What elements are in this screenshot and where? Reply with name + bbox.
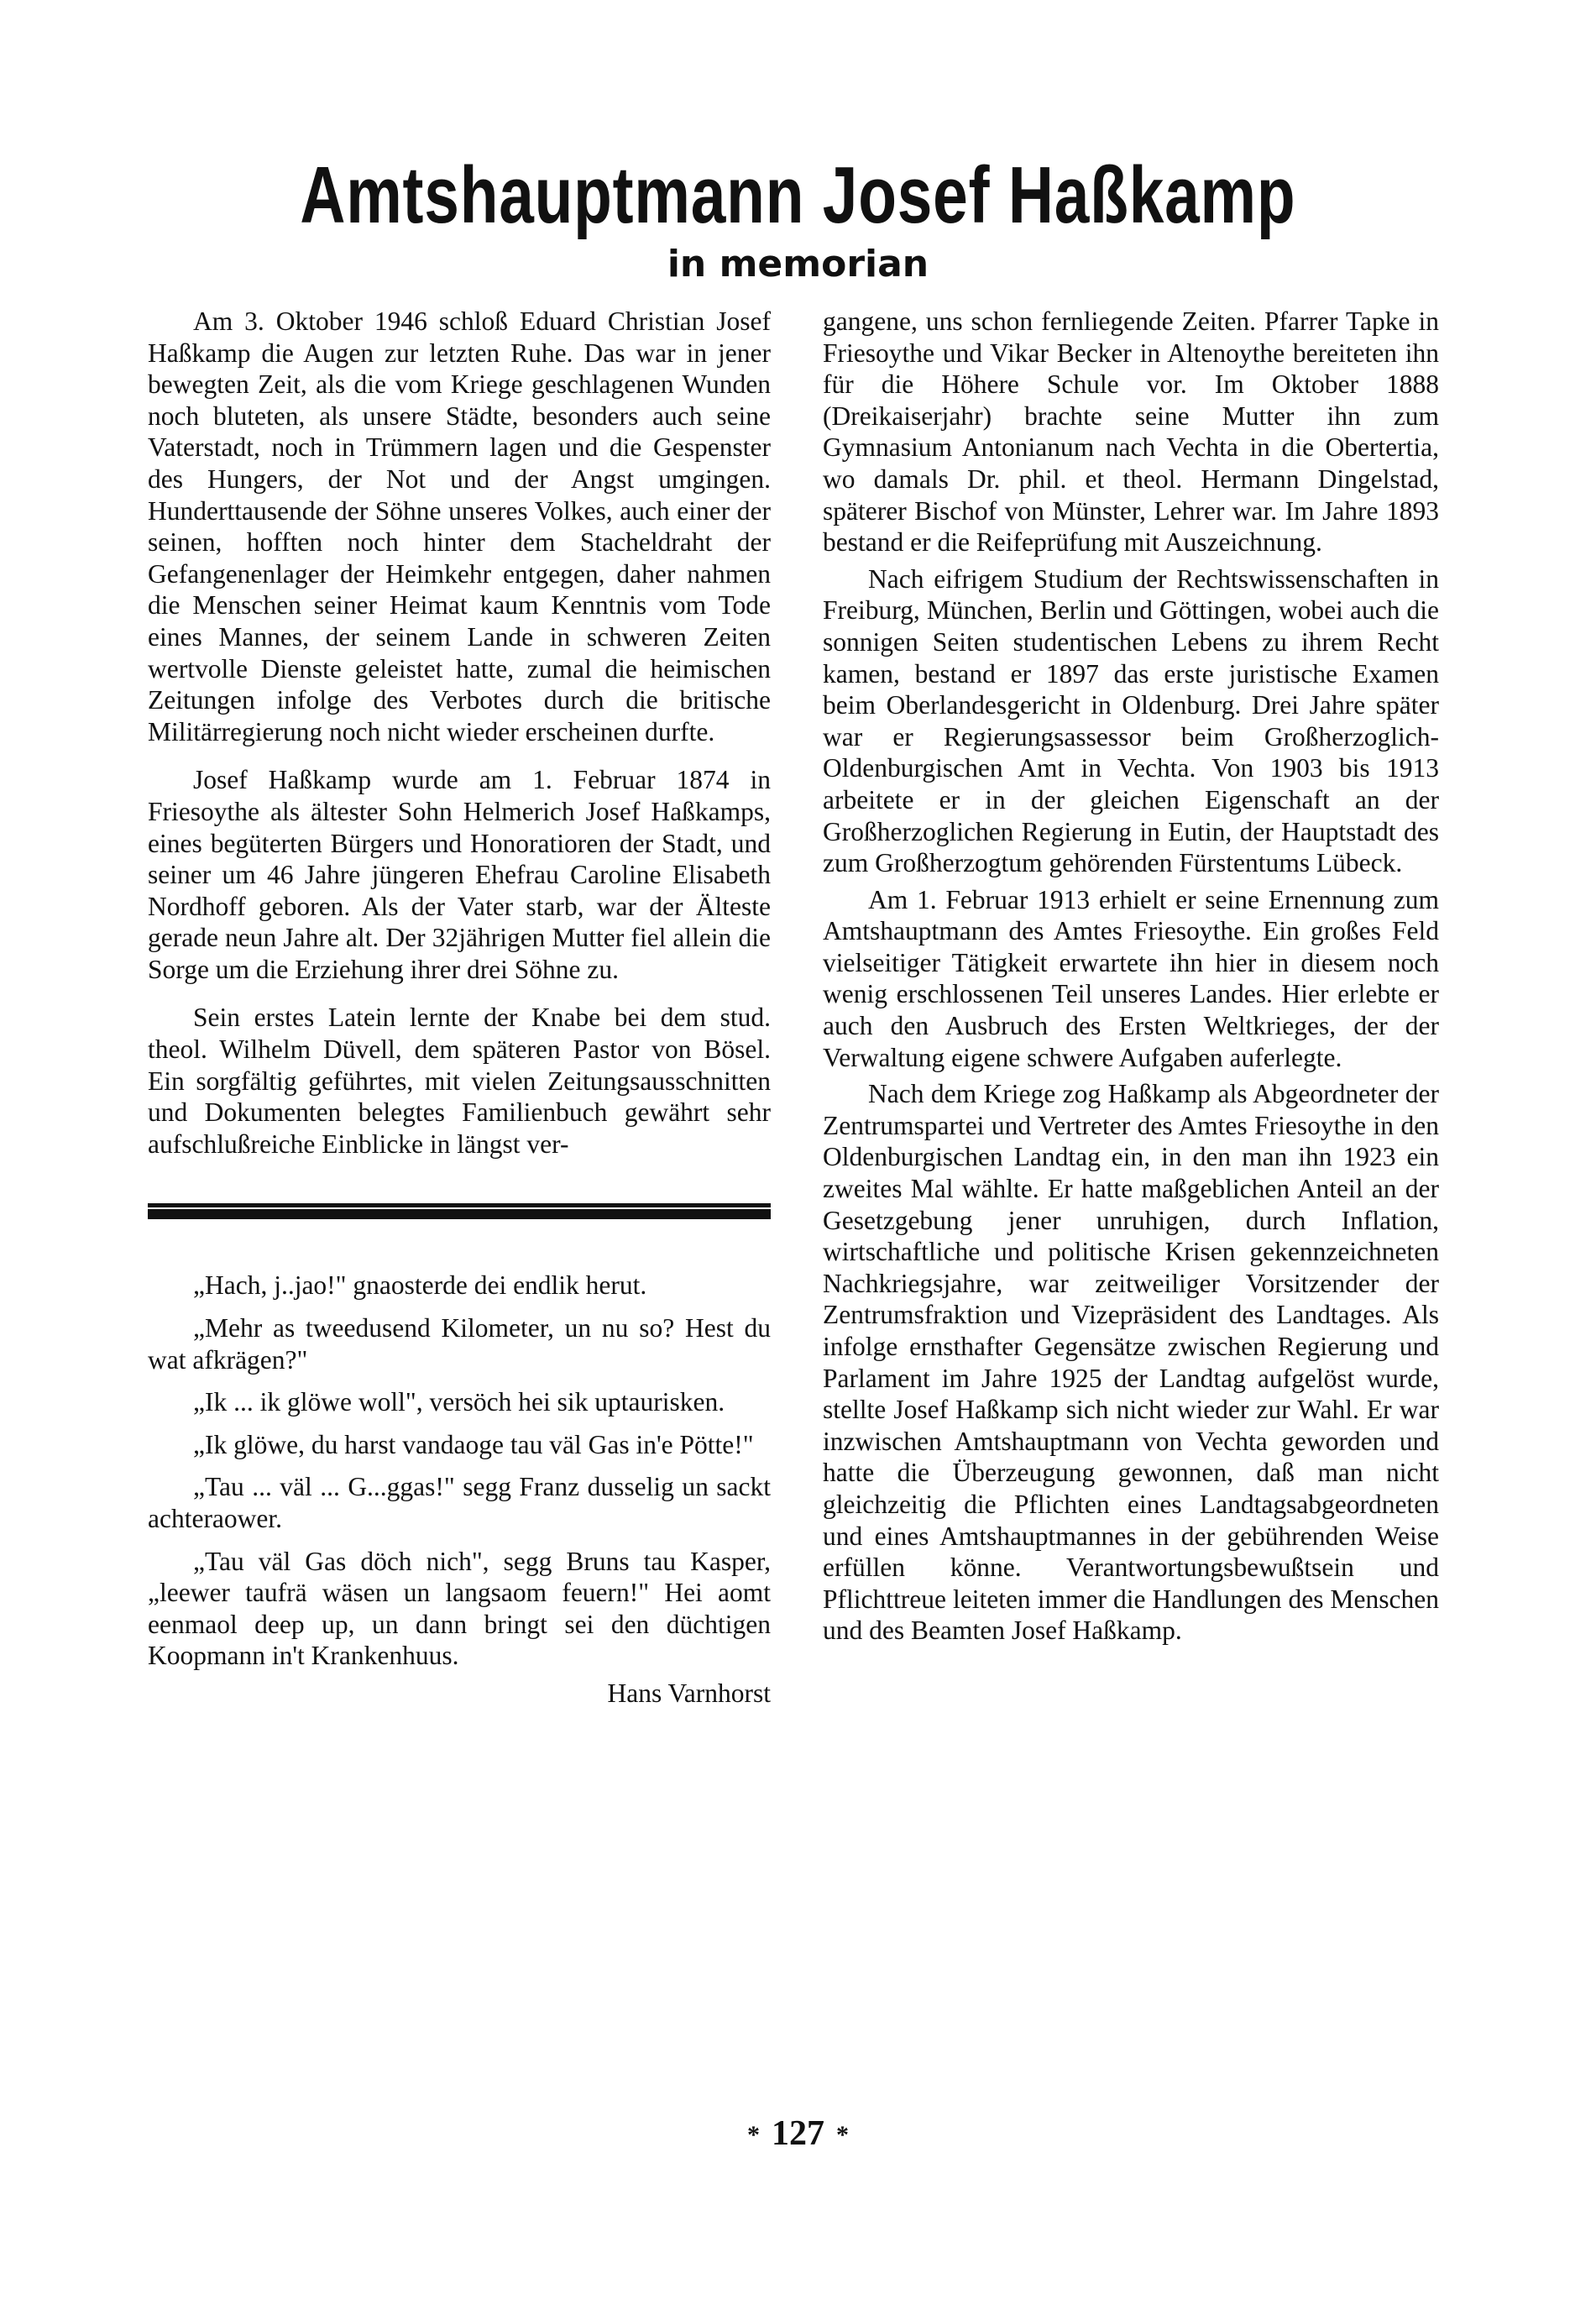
section-divider	[148, 1203, 771, 1219]
page-footer	[0, 2113, 1596, 2156]
star-ornament-icon: *	[836, 2121, 849, 2149]
dialect-story	[148, 1270, 771, 1709]
left-column	[148, 306, 771, 1710]
article-paragraph: Nach eifrigem Studium der Rechtswissenschaften in Freiburg, München, Berlin und Göttingen, wobei auch die sonnigen Seiten studentischen Lebens zu ihrem Recht kamen, bestand er 1897 das erste juristische Examen beim Oberlandesgericht in Oldenburg. Drei Jahre später war er Regierungsassessor beim Großherzoglich-Oldenburgischen Amt in Vechta. Von 1903 bis 1913 arbeitete er in der gleichen Eigenschaft an der Großherzoglichen Regierung in Eutin, der Hauptstadt des zum Großherzogtum gehörenden Fürstentums Lübeck.	[823, 563, 1439, 878]
story-paragraph: „Hach, j..jao!" gnaosterde dei endlik herut.	[193, 1270, 647, 1301]
article-paragraph: gangene, uns schon fernliegende Zeiten. Pfarrer Tapke in Friesoythe und Vikar Becker in Altenoythe bereiteten ihn für die Höhere Schule vor. Im Oktober 1888 (Dreikaiserjahr) brachte seine Mutter ihn zum Gymnasium Antonianum nach Vechta in die Obertertia, wo damals Dr. phil. et theol. Hermann Dingelstad, späterer Bischof von Münster, Lehrer war. Im Jahre 1893 bestand er die Reifeprüfung mit Auszeichnung.	[823, 306, 1439, 558]
story-author: Hans Varnhorst	[607, 1678, 771, 1708]
story-paragraph: „Tau väl Gas döch nich", segg Bruns tau Kasper, „leewer taufrä wäsen un langsaom feuern!" Hei aomt eenmaol deep up, un dann bringt sei den düchtigen Koopmann in't Krankenhuus.	[148, 1546, 771, 1671]
story-paragraph: „Tau ... väl ... G...ggas!" segg Franz dusselig un sackt achteraower.	[148, 1472, 771, 1533]
star-ornament-icon: *	[747, 2121, 760, 2149]
article-paragraph: Am 1. Februar 1913 erhielt er seine Ernennung zum Amtshauptmann des Amtes Friesoythe. Ein großes Feld vielseitiger Tätigkeit erwartete ihn hier in diesem noch wenig erschlossenen Teil unseres Landes. Hier erlebte er auch den Ausbruch des Ersten Weltkrieges, der der Verwaltung eigene schwere Aufgaben auferlegte.	[823, 884, 1439, 1072]
article-title: Amtshauptmann Josef Haßkamp	[300, 150, 1296, 240]
story-paragraph: „Mehr as tweedusend Kilometer, un nu so? Hest du wat afkrägen?"	[148, 1313, 771, 1375]
page-number: 127	[772, 2114, 824, 2153]
article-paragraph: Josef Haßkamp wurde am 1. Februar 1874 in Friesoythe als ältester Sohn Helmerich Josef Haßkamps, eines begüterten Bürgers und Honoratioren der Stadt, und seiner um 46 Jahre jüngeren Ehefrau Caroline Elisabeth Nordhoff geboren. Als der Vater starb, war der Älteste gerade neun Jahre alt. Der 32jährigen Mutter fiel allein die Sorge um die Erziehung ihrer drei Söhne zu.	[148, 765, 771, 984]
article-paragraph: Sein erstes Latein lernte der Knabe bei dem stud. theol. Wilhelm Düvell, dem späteren Pastor von Bösel. Ein sorgfältig geführtes, mit vielen Zeitungsausschnitten und Dokumenten belegtes Familienbuch gewährt sehr aufschlußreiche Einblicke in längst ver-	[148, 1003, 771, 1159]
story-paragraph: „Ik ... ik glöwe woll", versöch hei sik uptaurisken.	[193, 1387, 725, 1417]
article-paragraph: Nach dem Kriege zog Haßkamp als Abgeordneter der Zentrumspartei und Vertreter des Amtes Friesoythe in den Oldenburgischen Landtag ein, in den man ihn 1923 ein zweites Mal wählte. Er hatte maßgeblichen Anteil an der Gesetzgebung jener unruhigen, durch Inflation, wirtschaftliche und politische Krisen gekennzeichneten Nachkriegsjahre, war zeitweiliger Vorsitzender der Zentrumsfraktion und Vizepräsident des Landtages. Als infolge ernsthafter Gegensätze zwischen Regierung und Parlament im Jahre 1925 der Landtag aufgelöst wurde, stellte Josef Haßkamp sich nicht wieder zur Wahl. Er war inzwischen Amtshauptmann von Vechta geworden und hatte die Überzeugung gewonnen, daß man nicht gleichzeitig die Pflichten eines Landtagsabgeordneten und eines Amtshauptmannes in der gebührenden Weise erfüllen könne. Verantwortungsbewußtsein und Pflichttreue leiteten immer die Handlungen des Menschen und des Beamten Josef Haßkamp.	[823, 1079, 1439, 1646]
article-subtitle: in memorian	[667, 243, 929, 285]
story-paragraph: „Ik glöwe, du harst vandaoge tau väl Gas in'e Pötte!"	[193, 1429, 754, 1459]
article-paragraph: Am 3. Oktober 1946 schloß Eduard Christian Josef Haßkamp die Augen zur letzten Ruhe. Das war in jener bewegten Zeit, als die vom Kriege geschlagenen Wunden noch bluteten, als unsere Städte, besonders auch seine Vaterstadt, noch in Trümmern lagen und die Gespenster des Hungers, der Not und der Angst umgingen. Hunderttausende der Söhne unseres Volkes, auch einer der seinen, hofften noch hinter dem Stacheldraht der Gefangenenlager der Heimkehr entgegen, daher nahmen die Menschen seiner Heimat kaum Kenntnis vom Tode eines Mannes, der seinem Lande in schweren Zeiten wertvolle Dienste geleistet hatte, zumal die heimischen Zeitungen infolge des Verbotes durch die britische Militärregierung noch nicht wieder erscheinen durfte.	[148, 306, 771, 746]
right-column	[823, 306, 1439, 1652]
